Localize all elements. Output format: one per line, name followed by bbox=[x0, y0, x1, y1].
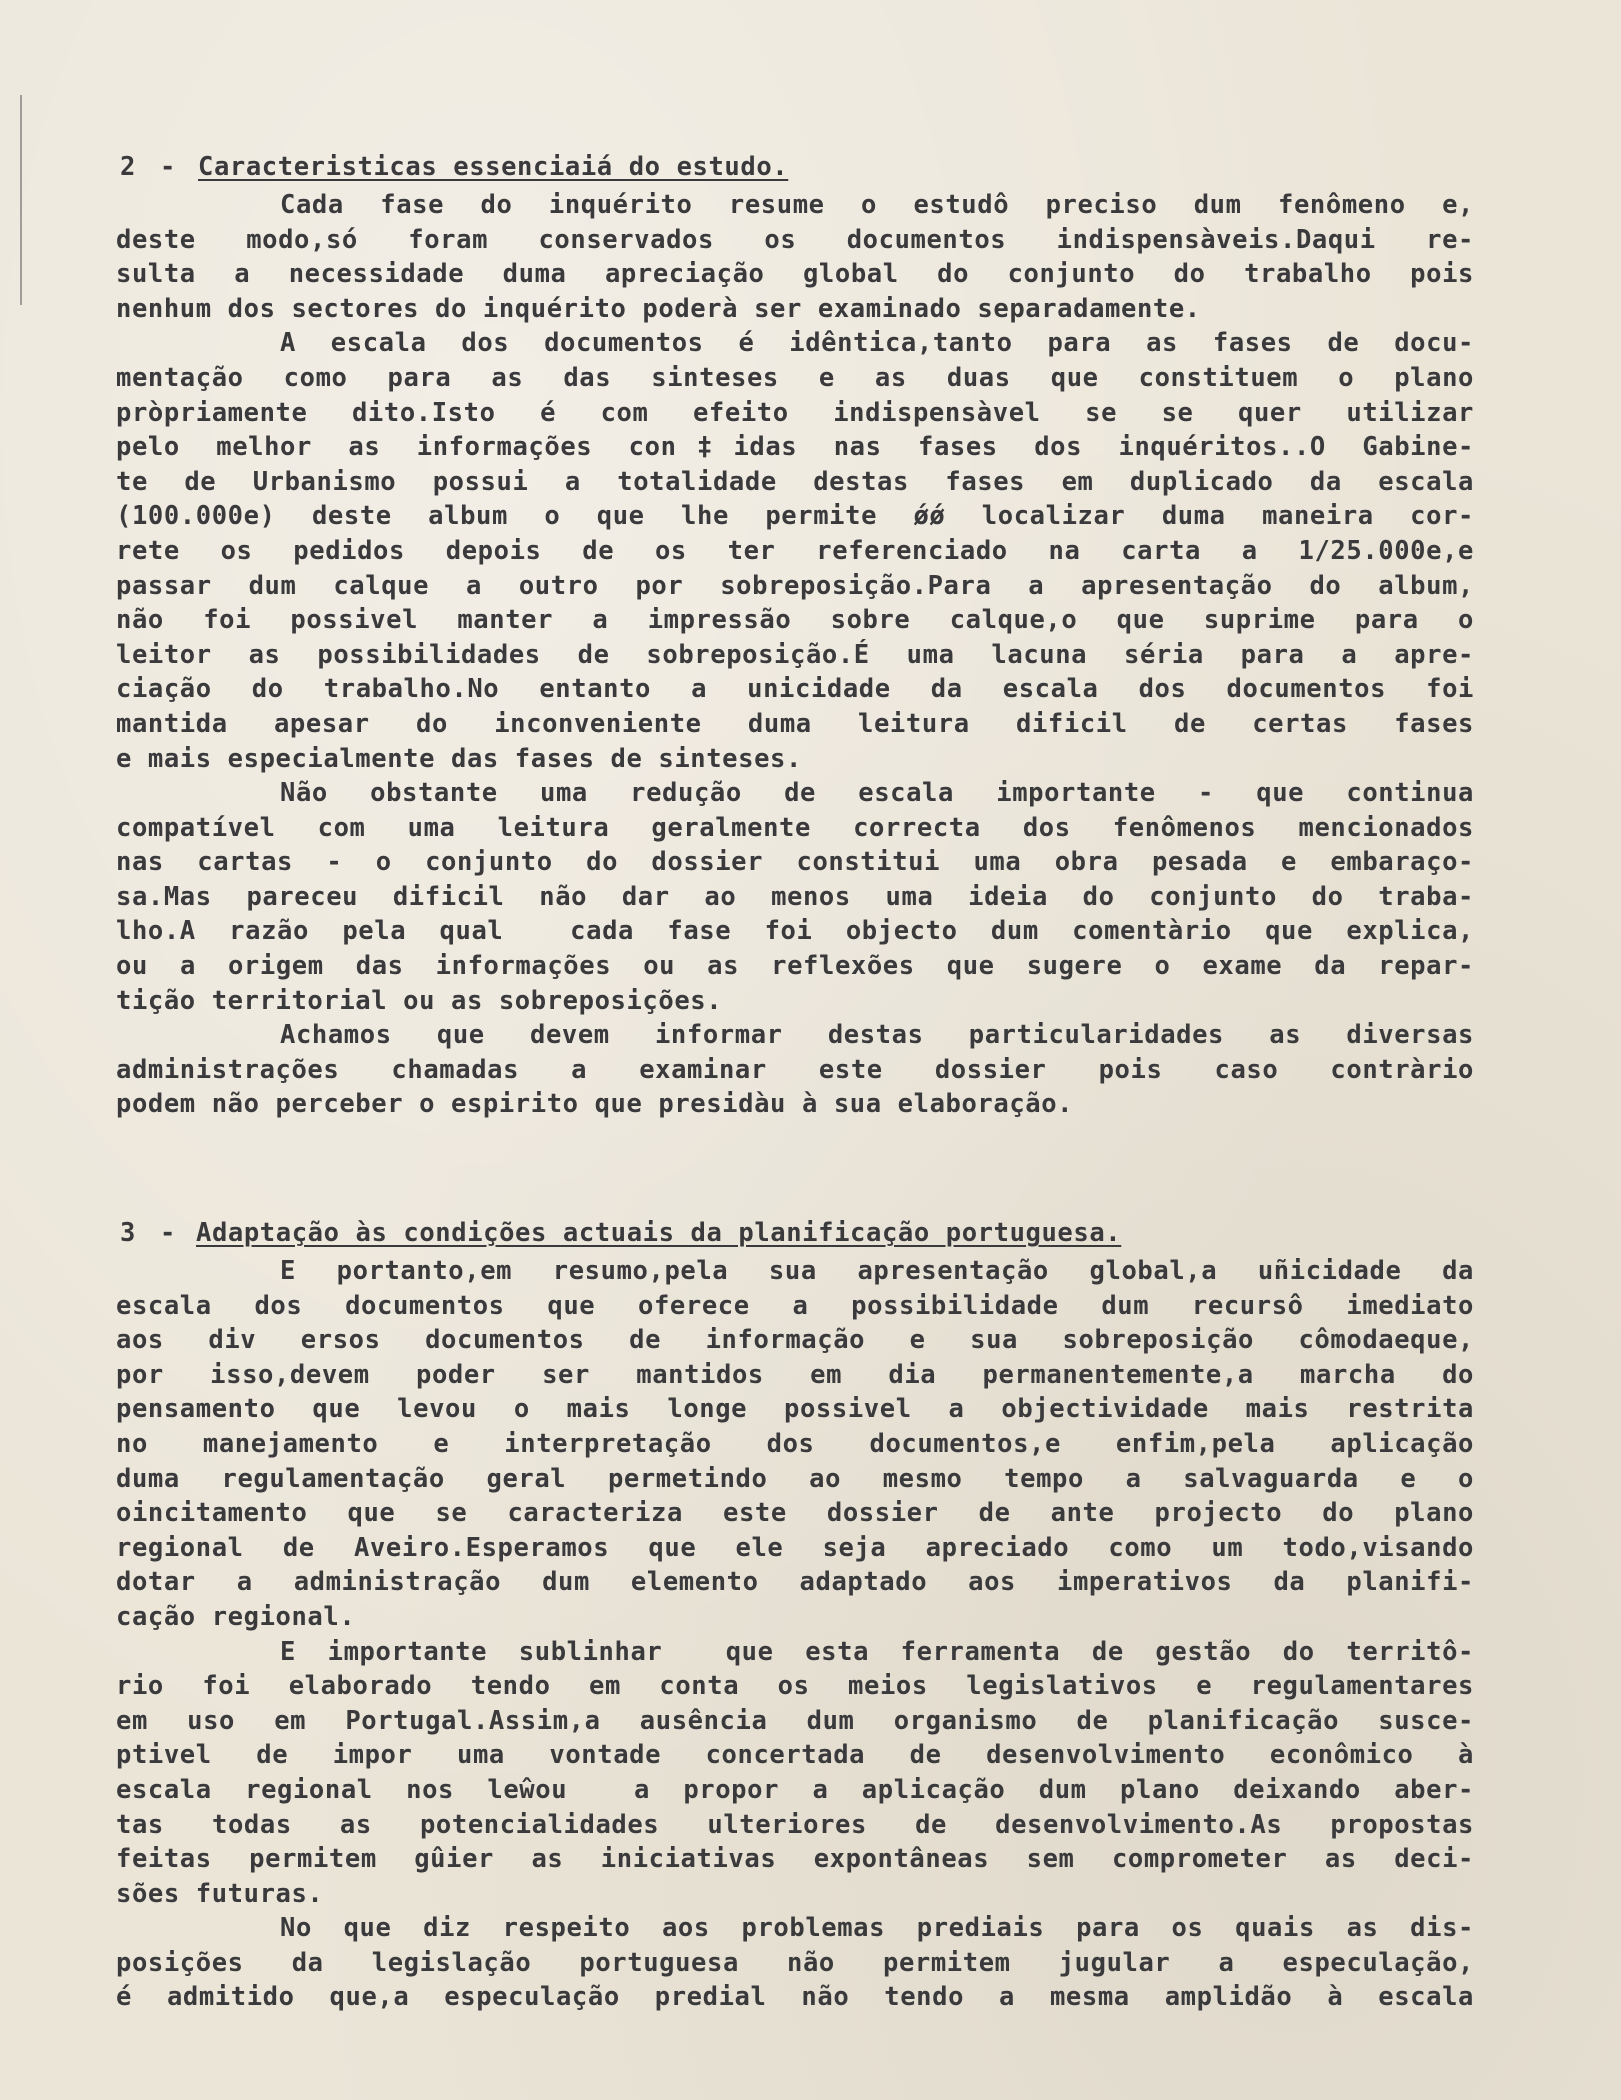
text-line: em uso em Portugal.Assim,a ausência dum organismo de planificação susce- bbox=[116, 1705, 1474, 1736]
section-2-dash: - bbox=[160, 152, 176, 182]
text-line: por isso,devem poder ser mantidos em dia permanentemente,a marcha do bbox=[116, 1359, 1474, 1390]
text-line: posições da legislação portuguesa não permitem jugular a especulação, bbox=[116, 1947, 1474, 1978]
text-line: duma regulamentação geral permetindo ao mesmo tempo a salvaguarda e o bbox=[116, 1463, 1474, 1494]
section-2-body bbox=[0, 188, 1621, 1122]
text-line: lho.A razão pela qual cada fase foi objecto dum comentàrio que explica, bbox=[116, 916, 1474, 947]
text-line: Achamos que devem informar destas particularidades as diversas bbox=[280, 1020, 1474, 1051]
text-line: E portanto,em resumo,pela sua apresentação global,a uñicidade da bbox=[280, 1256, 1474, 1286]
text-line: escala regional nos leŵou a propor a aplicação dum plano deixando aber- bbox=[116, 1774, 1474, 1805]
text-line: tas todas as potencialidades ulteriores de desenvolvimento.As propostas bbox=[116, 1809, 1474, 1840]
text-line: nas cartas - o conjunto do dossier constitui uma obra pesada e embaraço- bbox=[116, 847, 1474, 878]
section-3-body bbox=[0, 1254, 1621, 2015]
text-line: te de Urbanismo possui a totalidade destas fases em duplicado da escala bbox=[116, 466, 1474, 497]
text-line: pensamento que levou o mais longe possivel a objectividade mais restrita bbox=[116, 1394, 1474, 1425]
text-line: no manejamento e interpretação dos documentos,e enfim,pela aplicação bbox=[116, 1428, 1474, 1459]
text-line: podem não perceber o espirito que presidàu à sua elaboração. bbox=[116, 1089, 1074, 1120]
text-line: rete os pedidos depois de os ter referenciado na carta a 1/25.000e,e bbox=[116, 535, 1474, 566]
text-line: feitas permitem gûier as iniciativas expontâneas sem comprometer as deci- bbox=[116, 1844, 1474, 1875]
section-3-title: Adaptação às condições actuais da planificação portuguesa. bbox=[196, 1218, 1122, 1248]
text-line: leitor as possibilidades de sobreposição.É uma lacuna séria para a apre- bbox=[116, 639, 1474, 670]
text-line: (100.000e) deste album o que lhe permite ǿǿ localizar duma maneira cor- bbox=[116, 501, 1474, 532]
text-line: nenhum dos sectores do inquérito poderà ser examinado separadamente. bbox=[116, 293, 1201, 324]
text-line: ptivel de impor uma vontade concertada de desenvolvimento econômico à bbox=[116, 1740, 1474, 1771]
text-line: mentação como para as das sinteses e as duas que constituem o plano bbox=[116, 362, 1474, 393]
text-line: A escala dos documentos é idêntica,tanto para as fases de docu- bbox=[280, 328, 1474, 359]
section-2-title: Caracteristicas essenciaiá do estudo. bbox=[198, 152, 789, 182]
text-line: escala dos documentos que oferece a possibilidade dum recursô imediato bbox=[116, 1290, 1474, 1321]
text-line: oincitamento que se caracteriza este dossier de ante projecto do plano bbox=[116, 1498, 1474, 1529]
text-line: é admitido que,a especulação predial não tendo a mesma amplidão à escala bbox=[116, 1982, 1474, 2013]
section-2-heading bbox=[0, 152, 1621, 188]
text-line: mantida apesar do inconveniente duma leitura dificil de certas fases bbox=[116, 708, 1474, 739]
text-line: Cada fase do inquérito resume o estudô preciso dum fenômeno e, bbox=[280, 190, 1474, 220]
text-line: dotar a administração dum elemento adaptado aos imperativos da planifi- bbox=[116, 1567, 1474, 1598]
section-3-heading bbox=[0, 1218, 1621, 1254]
text-line: ciação do trabalho.No entanto a unicidade da escala dos documentos foi bbox=[116, 674, 1474, 705]
text-line: não foi possivel manter a impressão sobre calque,o que suprime para o bbox=[116, 605, 1474, 636]
text-line: e mais especialmente das fases de sinteses. bbox=[116, 743, 802, 774]
section-3 bbox=[0, 1218, 1621, 2015]
text-line: tição territorial ou as sobreposições. bbox=[116, 985, 723, 1016]
section-3-number: 3 bbox=[120, 1218, 136, 1248]
section-2 bbox=[0, 152, 1621, 1122]
text-line: administrações chamadas a examinar este dossier pois caso contràrio bbox=[116, 1054, 1474, 1085]
section-3-dash: - bbox=[160, 1218, 176, 1248]
text-line: ou a origem das informações ou as reflexões que sugere o exame da repar- bbox=[116, 951, 1474, 982]
section-2-number: 2 bbox=[120, 152, 136, 182]
text-line: passar dum calque a outro por sobreposição.Para a apresentação do album, bbox=[116, 570, 1474, 601]
text-line: pelo melhor as informações con‡idas nas fases dos inquéritos..O Gabine- bbox=[116, 432, 1474, 463]
text-line: cação regional. bbox=[116, 1601, 356, 1632]
text-line: Não obstante uma redução de escala importante - que continua bbox=[280, 778, 1474, 809]
text-line: aos div ersos documentos de informação e sua sobreposição cômodaeque, bbox=[116, 1325, 1474, 1356]
text-line: rio foi elaborado tendo em conta os meios legislativos e regulamentares bbox=[116, 1671, 1474, 1702]
text-line: sulta a necessidade duma apreciação global do conjunto do trabalho pois bbox=[116, 259, 1474, 290]
text-line: pròpriamente dito.Isto é com efeito indispensàvel se se quer utilizar bbox=[116, 397, 1474, 428]
text-line: deste modo,só foram conservados os documentos indispensàveis.Daqui re- bbox=[116, 224, 1474, 255]
text-line: sa.Mas pareceu dificil não dar ao menos uma ideia do conjunto do traba- bbox=[116, 881, 1474, 912]
text-line: regional de Aveiro.Esperamos que ele seja apreciado como um todo,visando bbox=[116, 1532, 1474, 1563]
text-line: compatível com uma leitura geralmente correcta dos fenômenos mencionados bbox=[116, 812, 1474, 843]
text-line: No que diz respeito aos problemas prediais para os quais as dis- bbox=[280, 1913, 1474, 1944]
text-line: E importante sublinhar que esta ferramenta de gestão do territô- bbox=[280, 1636, 1474, 1667]
text-line: sões futuras. bbox=[116, 1878, 324, 1909]
